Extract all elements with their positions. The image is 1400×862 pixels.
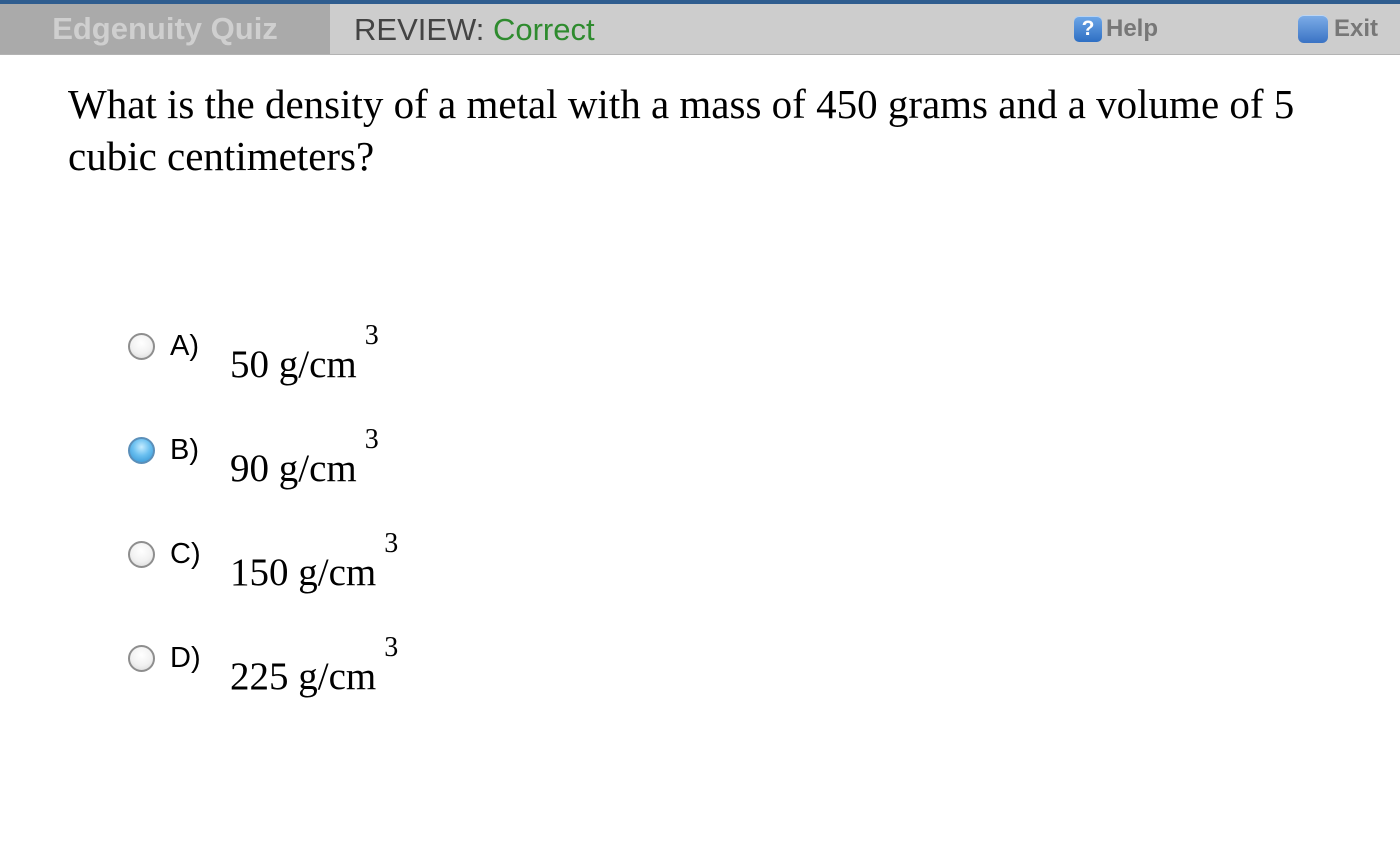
- option-letter: C): [170, 538, 201, 570]
- option-value-text: 90 g/cm: [230, 447, 357, 490]
- question-text: What is the density of a metal with a mass of 450 grams and a volume of 5 cubic centimeters?: [68, 81, 1295, 179]
- answer-option-d[interactable]: [128, 632, 528, 698]
- exit-icon: [1298, 15, 1328, 43]
- review-result: Correct: [492, 12, 595, 47]
- option-value: [230, 528, 399, 600]
- help-label: Help: [1106, 15, 1159, 42]
- option-exponent: 3: [384, 632, 399, 663]
- radio-button[interactable]: [128, 541, 155, 568]
- option-value: [230, 320, 379, 392]
- option-letter: B): [170, 434, 199, 466]
- option-value-text: 150 g/cm: [230, 551, 377, 594]
- option-value-text: 50 g/cm: [230, 343, 357, 386]
- review-label: REVIEW:: [354, 12, 485, 47]
- option-exponent: 3: [364, 320, 379, 351]
- option-exponent: 3: [384, 528, 399, 559]
- option-exponent: 3: [364, 424, 379, 455]
- exit-label: Exit: [1334, 15, 1379, 42]
- option-letter: A): [170, 330, 199, 362]
- option-value: [230, 424, 379, 496]
- help-icon: ?: [1074, 16, 1102, 42]
- app-title: Edgenuity Quiz: [0, 4, 330, 54]
- quiz-header: [0, 4, 1400, 55]
- exit-button[interactable]: [1298, 14, 1378, 44]
- radio-button[interactable]: [128, 437, 155, 464]
- radio-button[interactable]: [128, 333, 155, 360]
- answer-option-a[interactable]: [128, 320, 528, 386]
- answer-option-c[interactable]: [128, 528, 528, 594]
- radio-button[interactable]: [128, 645, 155, 672]
- option-value: [230, 632, 399, 704]
- answer-option-b[interactable]: [128, 424, 528, 490]
- help-button[interactable]: [1074, 14, 1158, 44]
- review-status: [354, 4, 595, 54]
- option-value-text: 225 g/cm: [230, 655, 377, 698]
- option-letter: D): [170, 642, 201, 674]
